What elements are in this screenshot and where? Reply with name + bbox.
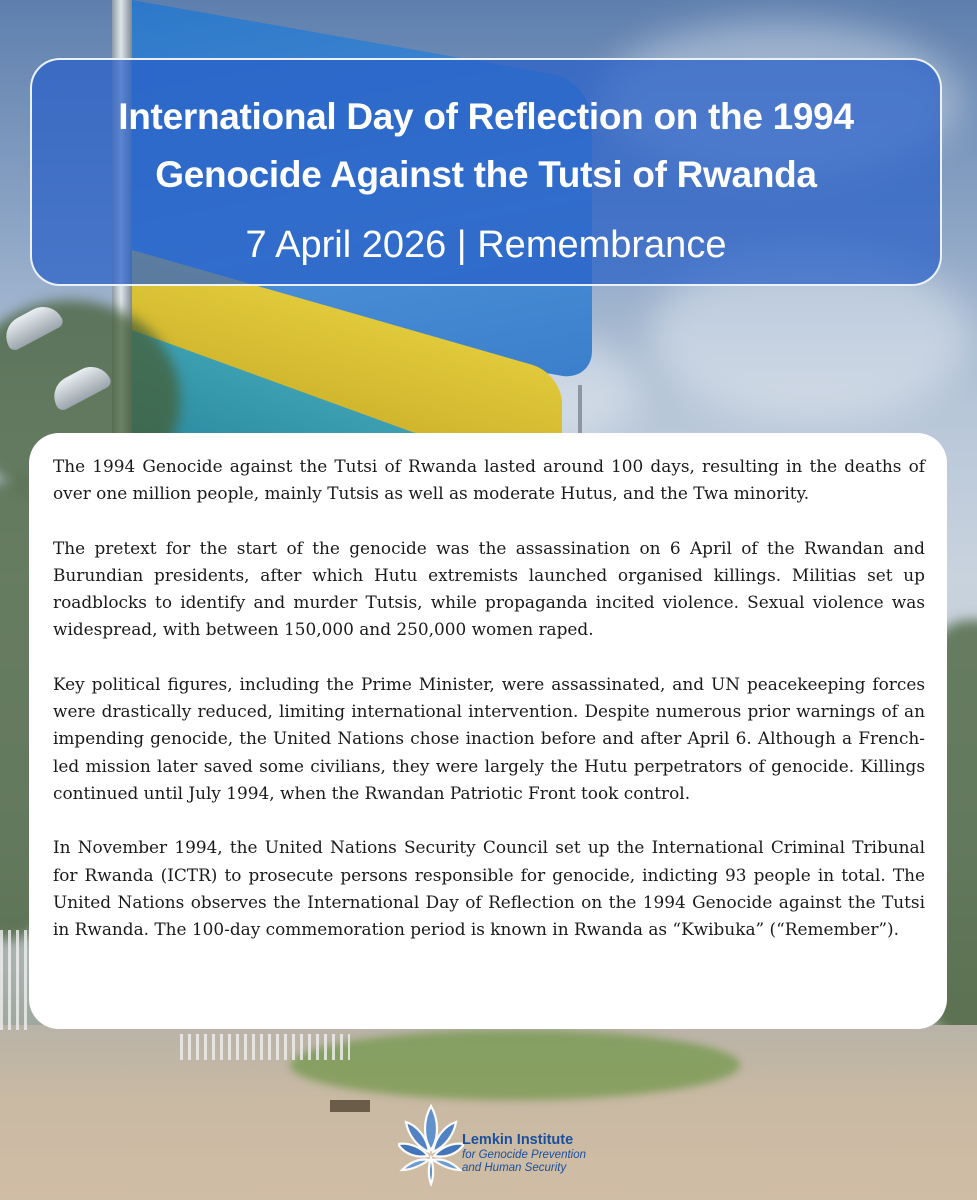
page-subtitle: 7 April 2026 | Remembrance — [245, 224, 727, 266]
content-panel — [29, 433, 947, 1029]
logo-tagline: for Genocide Prevention and Human Security — [462, 1149, 587, 1174]
paragraph: In November 1994, the United Nations Security Council set up the International Criminal Tribunal for Rwanda (ICTR) to prosecute persons responsible for genocide, indicting 93 people in total. The United Nations observes the International Day of Reflection on the 1994 Genocide against the Tutsi in Rwanda. The 100-day commemoration period is known in Rwanda as “Kwibuka” (“Remember”). — [53, 837, 925, 940]
paragraph: Key political figures, including the Prime Minister, were assassinated, and UN peacekeeping forces were drastically reduced, limiting international intervention. Despite numerous prior warnings of an impending genocide, the United Nations chose inaction before and after April 6. Although a French-led mission later saved some civilians, they were largely the Hutu perpetrators of genocide. Killings continued until July 1994, when the Rwandan Patriotic Front took control. — [53, 673, 925, 803]
page-title: International Day of Reflection on the 1994 Genocide Against the Tutsi of Rwanda — [118, 96, 854, 195]
title-banner — [30, 58, 942, 286]
paragraph: The 1994 Genocide against the Tutsi of Rwanda lasted around 100 days, resulting in the deaths of over one million people, mainly Tutsis as well as moderate Hutus, and the Twa minority. — [53, 456, 925, 504]
paragraph: The pretext for the start of the genocide was the assassination on 6 April of the Rwandan and Burundian presidents, after which Hutu extremists launched organised killings. Militias set up roadblocks to identify and murder Tutsis, while propaganda incited violence. Sexual violence was widespread, with between 150,000 and 250,000 women raped. — [53, 537, 925, 640]
logo-name: Lemkin Institute — [462, 1132, 574, 1148]
lemkin-institute-logo — [398, 1098, 618, 1188]
lotus-icon — [398, 1098, 464, 1188]
